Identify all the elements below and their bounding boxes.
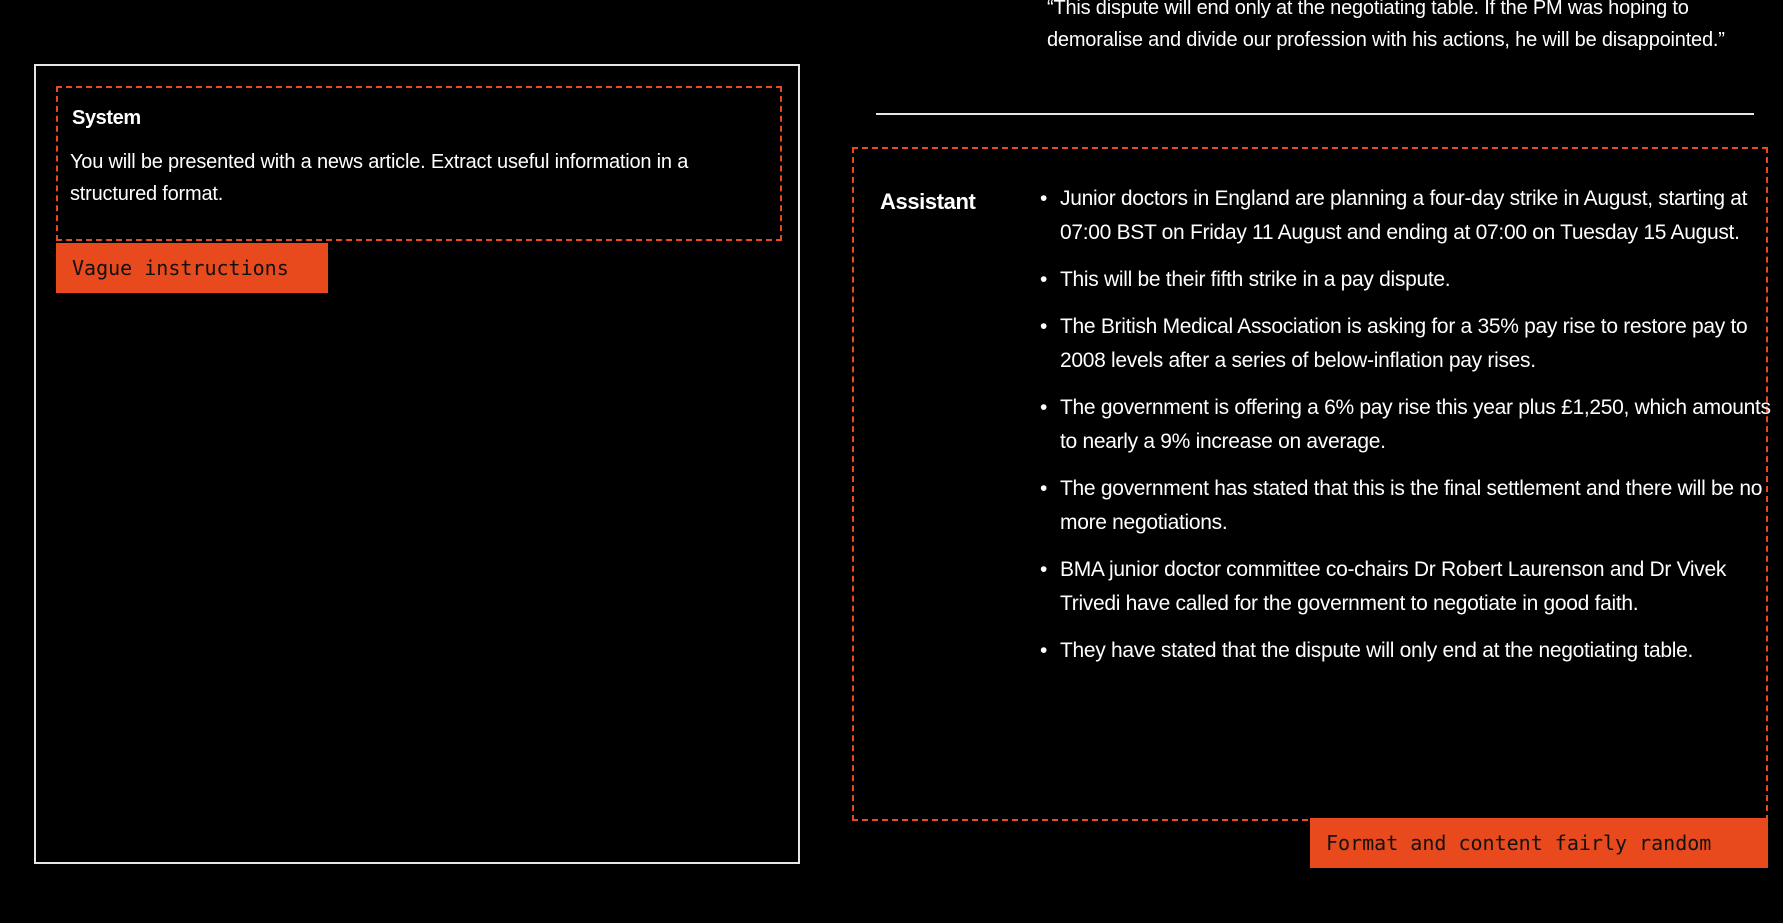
system-prompt-panel bbox=[34, 64, 800, 864]
assistant-bullet-list bbox=[1022, 182, 1780, 681]
article-quote: “This dispute will end only at the negotiating table. If the PM was hoping to demoralise and divide our profession with his actions, he will be disappointed.” bbox=[1047, 0, 1725, 51]
format-random-tag: Format and content fairly random bbox=[1310, 818, 1768, 868]
bullet-item: • This will be their fifth strike in a pay dispute. bbox=[1060, 263, 1780, 297]
divider bbox=[876, 113, 1754, 115]
system-message-text: You will be presented with a news article. Extract useful information in a structured format. bbox=[70, 151, 689, 205]
bullet-item: • The British Medical Association is asking for a 35% pay rise to restore pay to 2008 levels after a series of below-inflation pay rises. bbox=[1060, 310, 1780, 378]
bullet-item: • The government has stated that this is the final settlement and there will be no more negotiations. bbox=[1060, 472, 1780, 540]
system-message-box bbox=[56, 86, 782, 241]
system-label: System bbox=[72, 107, 141, 129]
bullet-item: • Junior doctors in England are planning a four-day strike in August, starting at 07:00 BST on Friday 11 August and ending at 07:00 on Tuesday 15 August. bbox=[1060, 182, 1780, 250]
assistant-message-box bbox=[852, 147, 1771, 821]
bullet-item: • The government is offering a 6% pay rise this year plus £1,250, which amounts to nearly a 9% increase on average. bbox=[1060, 391, 1780, 459]
assistant-label: Assistant bbox=[880, 189, 976, 214]
bullet-item: • BMA junior doctor committee co-chairs Dr Robert Laurenson and Dr Vivek Trivedi have called for the government to negotiate in good faith. bbox=[1060, 553, 1780, 621]
vague-instructions-tag: Vague instructions bbox=[56, 243, 328, 293]
bullet-item: • They have stated that the dispute will only end at the negotiating table. bbox=[1060, 634, 1780, 668]
